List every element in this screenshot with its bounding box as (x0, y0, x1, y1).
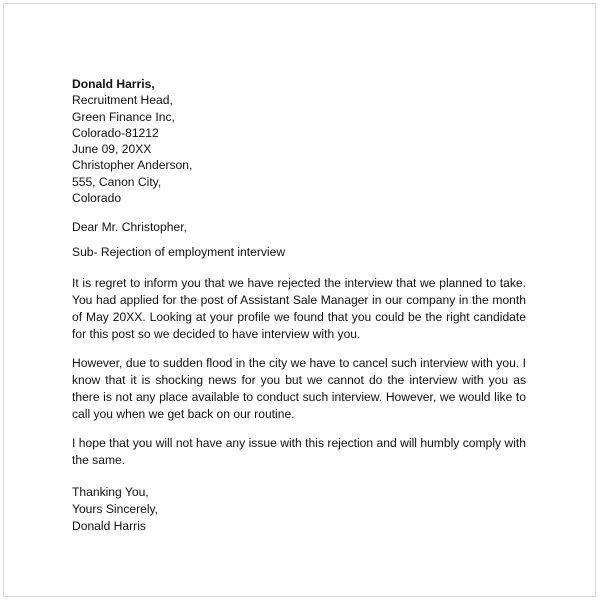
recipient-name: Christopher Anderson, (72, 158, 193, 173)
body-paragraph-2: However, due to sudden flood in the city we have to cancel such interview with you. I know that it is shocking news for you but we cannot do the interview with you as there is not any place available to conduct such interview. However, we would like to call you when we get back on our routine. (72, 355, 526, 422)
letter-date: June 09, 20XX (72, 142, 152, 157)
signature-name: Donald Harris (72, 518, 146, 533)
sender-name: Donald Harris, (72, 77, 155, 91)
recipient-city: Colorado (72, 191, 122, 206)
body-paragraph-3: I hope that you will not have any issue with this rejection and will humbly comply with the same. (72, 436, 526, 468)
closing-sincerely: Yours Sincerely, (72, 501, 159, 516)
sender-location: Colorado-81212 (72, 125, 159, 140)
letter-body (72, 76, 526, 535)
sender-company: Green Finance Inc, (72, 109, 175, 124)
subject-line: Sub- Rejection of employment interview (72, 245, 286, 260)
sender-job-title: Recruitment Head, (72, 93, 173, 108)
body-paragraph-1: It is regret to inform you that we have rejected the interview that we planned to take. You had applied for the post of Assistant Sale Manager in our company in the month of May 20XX. Looking at your profile we found that you could be the right candidate for this post so we decided to have interview with you. (72, 275, 526, 341)
salutation: Dear Mr. Christopher, (72, 220, 187, 235)
closing-thanks: Thanking You, (72, 484, 149, 499)
recipient-street: 555, Canon City, (72, 174, 162, 189)
closing-block (72, 484, 526, 535)
sender-address-block (72, 76, 526, 206)
